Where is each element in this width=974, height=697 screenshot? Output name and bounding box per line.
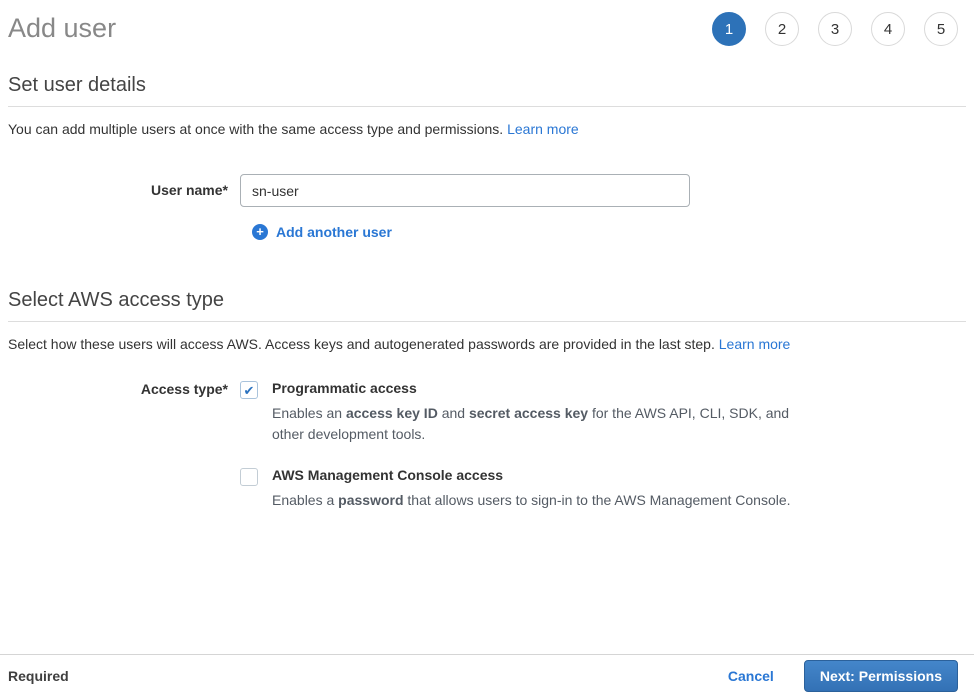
required-note: Required [8,668,69,684]
option-text-block [272,467,791,511]
user-name-label: User name* [150,182,228,198]
programmatic-access-title: Programmatic access [272,380,417,396]
access-type-description-text: Select how these users will access AWS. Access keys and autogenerated passwords are provided in the last step. [8,336,715,352]
section-title-access-type: Select AWS access type [8,289,225,311]
step-5: 5 [924,12,958,46]
user-name-input[interactable] [240,174,690,207]
user-details-description-text: You can add multiple users at once with the same access type and permissions. [8,121,504,137]
divider [8,321,966,322]
step-indicator [712,12,958,46]
section-access-type [0,289,974,533]
divider [8,106,966,107]
learn-more-link-access-type[interactable]: Learn more [718,336,791,352]
step-2: 2 [765,12,799,46]
step-3: 3 [818,12,852,46]
console-access-checkbox[interactable] [240,468,258,486]
console-access-title: AWS Management Console access [272,467,504,483]
section-title-user-details: Set user details [8,74,146,96]
plus-circle-icon[interactable]: + [252,224,268,240]
section-user-details [0,74,974,240]
wizard-footer [0,654,974,697]
checkmark-icon: ✔ [243,382,255,398]
step-4: 4 [871,12,905,46]
user-name-row [8,174,966,207]
programmatic-access-checkbox[interactable] [240,381,258,399]
console-access-description: Enables a password that allows users to sign-in to the AWS Management Console. [272,492,791,508]
access-type-row [8,380,966,533]
user-details-description [8,120,966,138]
step-1: 1 [712,12,746,46]
add-another-user[interactable] [252,224,966,240]
learn-more-link-user-details[interactable]: Learn more [507,121,579,137]
option-text-block [272,380,795,445]
access-type-description [8,335,966,353]
next-permissions-button[interactable]: Next: Permissions [804,660,958,692]
cancel-button[interactable]: Cancel [727,668,774,684]
footer-actions [728,660,958,692]
access-type-options [240,380,795,533]
page-header [0,0,974,46]
add-another-user-link[interactable]: Add another user [276,224,392,240]
access-type-label: Access type* [140,381,228,397]
option-console-access [240,467,795,511]
programmatic-access-description: Enables an access key ID and secret access key for the AWS API, CLI, SDK, and other development tools. [272,405,790,442]
option-programmatic-access [240,380,795,445]
page-title: Add user [8,13,117,43]
